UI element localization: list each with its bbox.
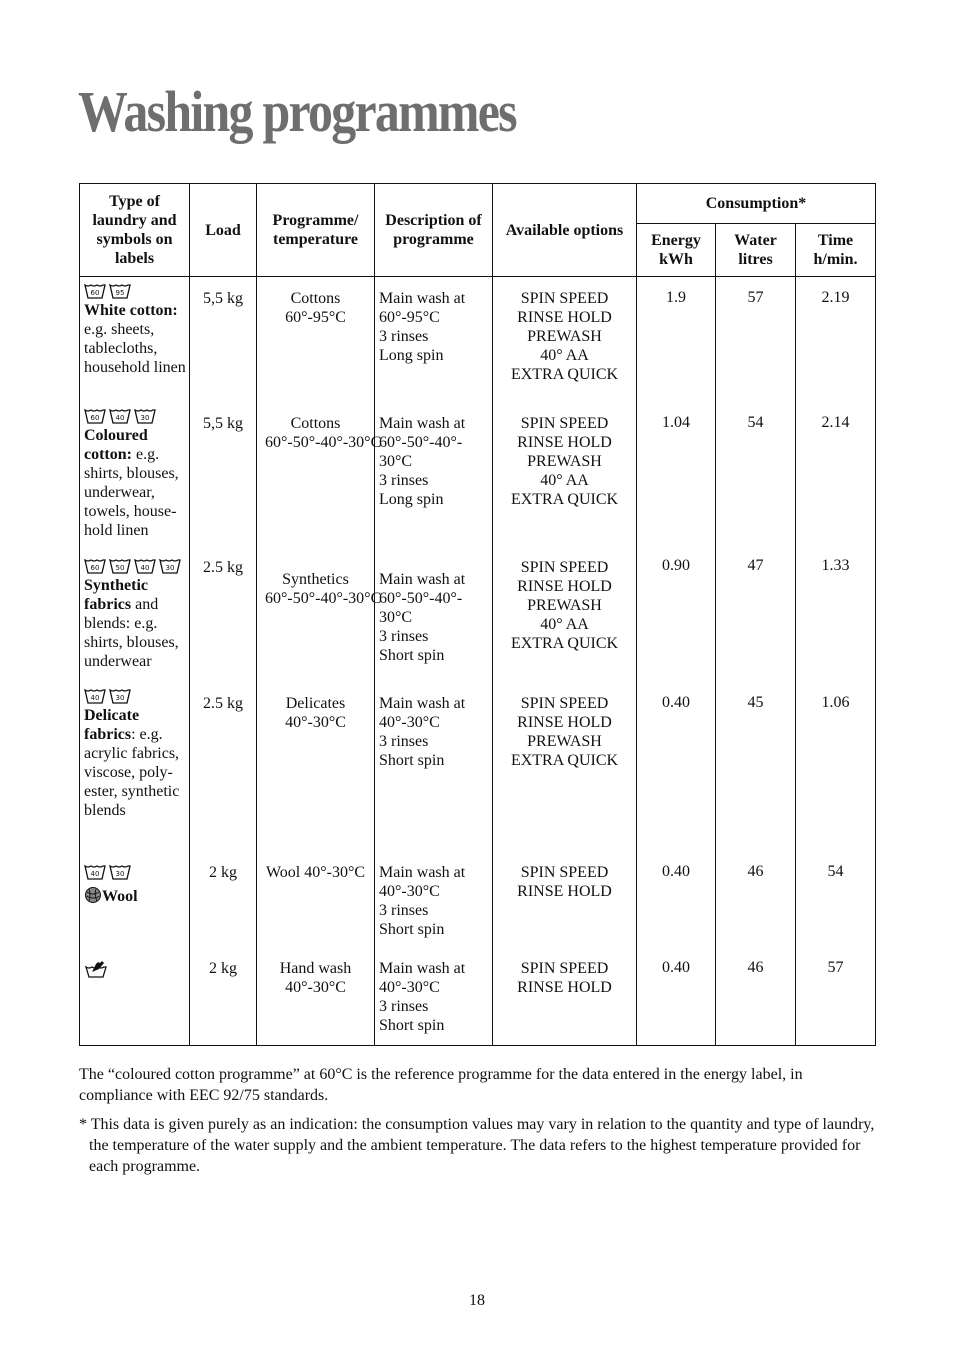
wash-temperature-label: 60 [90, 289, 100, 297]
wash-tub-icon [159, 559, 181, 574]
table-row [80, 552, 876, 682]
wash-temperature-label: 60 [90, 413, 100, 422]
description-line: 40°-30°C [379, 713, 440, 731]
laundry-type-name: Coloured cotton: [84, 426, 148, 463]
description-cell [375, 682, 493, 849]
options-line: PREWASH [527, 328, 602, 345]
options-cell [493, 682, 637, 849]
options-line: RINSE HOLD [517, 882, 612, 900]
programme-cell: Cottons 60°-95°C [257, 277, 375, 402]
care-symbols [84, 407, 189, 424]
wash-temperature-label: 40 [115, 413, 125, 422]
options-line: SPIN SPEED [520, 558, 609, 576]
wash-tub-icon [109, 559, 131, 574]
description-cell [375, 849, 493, 947]
description-cell [375, 552, 493, 682]
wash-temperature-label: 40 [90, 869, 100, 878]
description-line: 40°-30°C [379, 978, 440, 996]
time-cell: 2.14 [796, 402, 876, 552]
time-cell: 57 [796, 947, 876, 1046]
laundry-type-examples: e.g. sheets, tablecloths, household linen [84, 321, 186, 376]
header-type: Type of laundry and symbols on labels [80, 184, 190, 277]
description-line: 60°-50°-40°- [379, 589, 463, 607]
header-programme: Programme/ temperature [257, 184, 375, 277]
description-cell [375, 947, 493, 1046]
programme-cell: Synthetics 60°-50°-40°-30°C [257, 552, 375, 682]
wash-tub-icon [84, 409, 106, 424]
water-cell: 45 [716, 682, 796, 849]
options-line: RINSE HOLD [517, 713, 612, 731]
laundry-type-examples: and blends: e.g. shirts, blouses, underwear [84, 595, 179, 670]
options-cell [493, 947, 637, 1046]
description-cell [375, 402, 493, 552]
laundry-type-text [84, 886, 189, 906]
description-line: Long spin [379, 490, 444, 508]
wash-tub-icon [84, 865, 106, 880]
laundry-type-name: Delicate fabrics [84, 706, 140, 743]
reference-note: The “coloured cotton programme” at 60°C is the reference programme for the data entered in the energy label, in compliance with EEC 92/75 standards. [79, 1066, 803, 1104]
options-line: SPIN SPEED [520, 414, 609, 432]
description-line: Short spin [379, 920, 445, 938]
table-row [80, 849, 876, 947]
energy-cell: 0.40 [637, 682, 716, 849]
description-line: Main wash at [379, 959, 466, 977]
hand-wash-icon [84, 960, 108, 978]
programme-cell: Wool 40°-30°C [257, 849, 375, 947]
description-line: Main wash at [379, 414, 466, 432]
wash-tub-icon [134, 409, 156, 424]
wash-tub-icon [134, 559, 156, 574]
description-line: 40°-30°C [379, 882, 440, 900]
header-options: Available options [493, 184, 637, 277]
options-cell [493, 849, 637, 947]
asterisk-note: * This data is given purely as an indication: the consumption values may vary in relation to the quantity and type of laundry, the temperature of the water supply and the ambient temperature. The data refers to the highest temperature provided for each programme. [79, 1116, 875, 1175]
options-line: SPIN SPEED [520, 863, 609, 881]
laundry-type-cell [80, 849, 190, 947]
description-line: 3 rinses [379, 997, 429, 1015]
header-load: Load [190, 184, 257, 277]
options-line: SPIN SPEED [520, 959, 609, 977]
options-line: RINSE HOLD [517, 577, 612, 595]
description-line: 30°C [379, 452, 413, 470]
description-line: Short spin [379, 751, 445, 769]
washing-programmes-table [79, 183, 876, 1046]
water-cell: 46 [716, 849, 796, 947]
energy-cell: 0.40 [637, 849, 716, 947]
wash-temperature-label: 30 [115, 869, 125, 878]
wash-temperature-label: 30 [165, 563, 175, 572]
wash-temperature-label: 95 [115, 289, 125, 297]
programme-cell: Hand wash 40°-30°C [257, 947, 375, 1046]
programme-cell: Delicates 40°-30°C [257, 682, 375, 849]
water-cell: 47 [716, 552, 796, 682]
options-line: PREWASH [527, 732, 602, 750]
wash-tub-icon [84, 559, 106, 574]
description-line: Short spin [379, 1016, 445, 1034]
laundry-type-cell [80, 947, 190, 1046]
options-line: SPIN SPEED [520, 694, 609, 712]
options-line: 40° AA [540, 347, 589, 364]
table-row [80, 277, 876, 402]
energy-cell: 1.9 [637, 277, 716, 402]
wash-tub-icon [109, 409, 131, 424]
table-row [80, 947, 876, 1046]
laundry-type-text [84, 706, 189, 820]
energy-cell: 0.90 [637, 552, 716, 682]
wash-temperature-label: 40 [90, 693, 100, 702]
header-time: Time h/min. [796, 224, 876, 277]
time-cell: 1.06 [796, 682, 876, 849]
options-line: PREWASH [527, 596, 602, 614]
wool-ball-icon [84, 886, 102, 904]
description-line: 3 rinses [379, 627, 429, 645]
description-line: Main wash at [379, 570, 466, 588]
options-cell [493, 552, 637, 682]
header-consumption: Consumption* [637, 184, 876, 224]
description-line: Long spin [379, 347, 444, 364]
header-energy: Energy kWh [637, 224, 716, 277]
laundry-type-text [84, 301, 189, 377]
wash-tub-icon [109, 284, 131, 299]
options-line: EXTRA QUICK [510, 366, 619, 383]
header-description: Description of programme [375, 184, 493, 277]
header-water: Water litres [716, 224, 796, 277]
energy-cell: 1.04 [637, 402, 716, 552]
wash-temperature-label: 30 [140, 413, 150, 422]
time-cell: 2.19 [796, 277, 876, 402]
options-line: PREWASH [527, 452, 602, 470]
laundry-type-cell [80, 402, 190, 552]
water-cell: 54 [716, 402, 796, 552]
wash-tub-icon [109, 689, 131, 704]
care-symbols [84, 863, 189, 880]
options-line: RINSE HOLD [517, 309, 612, 326]
laundry-type-cell [80, 277, 190, 402]
notes [79, 1064, 879, 1185]
load-cell: 5,5 kg [190, 277, 257, 402]
options-line: EXTRA QUICK [510, 751, 619, 769]
description-line: Main wash at [379, 863, 466, 881]
laundry-type-cell [80, 552, 190, 682]
wash-temperature-label: 30 [115, 693, 125, 702]
options-cell [493, 277, 637, 402]
care-symbols [84, 961, 189, 978]
care-symbols [84, 282, 189, 299]
description-line: 60°-95°C [379, 309, 440, 326]
description-line: 30°C [379, 608, 413, 626]
time-cell: 1.33 [796, 552, 876, 682]
laundry-type-text [84, 576, 189, 671]
description-line: 3 rinses [379, 901, 429, 919]
description-cell [375, 277, 493, 402]
description-line: 3 rinses [379, 471, 429, 489]
load-cell: 2.5 kg [190, 552, 257, 682]
options-cell [493, 402, 637, 552]
water-cell: 57 [716, 277, 796, 402]
wash-temperature-label: 50 [115, 563, 125, 572]
wash-tub-icon [109, 865, 131, 880]
options-line: SPIN SPEED [520, 290, 609, 307]
laundry-type-examples: e.g. shirts, blouses, underwear, towels, house-hold linen [84, 445, 179, 539]
load-cell: 2.5 kg [190, 682, 257, 849]
options-line: 40° AA [540, 471, 589, 489]
load-cell: 5,5 kg [190, 402, 257, 552]
page-number: 18 [469, 1292, 485, 1309]
options-line: 40° AA [540, 615, 589, 633]
water-cell: 46 [716, 947, 796, 1046]
description-line: Main wash at [379, 694, 466, 712]
laundry-type-examples: : e.g. acrylic fabrics, viscose, poly-ester, synthetic blends [84, 725, 180, 819]
energy-cell: 0.40 [637, 947, 716, 1046]
wash-temperature-label: 40 [140, 563, 150, 572]
options-line: RINSE HOLD [517, 978, 612, 996]
table-row [80, 682, 876, 849]
care-symbols [84, 557, 189, 574]
options-line: EXTRA QUICK [510, 490, 619, 508]
wash-tub-icon [84, 689, 106, 704]
time-cell: 54 [796, 849, 876, 947]
load-cell: 2 kg [190, 849, 257, 947]
options-line: EXTRA QUICK [510, 634, 619, 652]
description-line: Short spin [379, 646, 445, 664]
laundry-type-name: White cotton: [84, 302, 178, 319]
description-line: 3 rinses [379, 328, 429, 345]
page-title: Washing programmes [78, 79, 516, 144]
options-line: RINSE HOLD [517, 433, 612, 451]
wash-temperature-label: 60 [90, 563, 100, 572]
description-line: 60°-50°-40°- [379, 433, 463, 451]
table-row [80, 402, 876, 552]
laundry-type-cell [80, 682, 190, 849]
wash-tub-icon [84, 284, 106, 299]
programme-cell: Cottons 60°-50°-40°-30°C [257, 402, 375, 552]
description-line: Main wash at [379, 290, 466, 307]
care-symbols [84, 687, 189, 704]
laundry-type-name: Wool [102, 887, 138, 905]
laundry-type-text [84, 426, 189, 540]
laundry-type-name: Synthetic fabrics [84, 576, 148, 613]
description-line: 3 rinses [379, 732, 429, 750]
load-cell: 2 kg [190, 947, 257, 1046]
